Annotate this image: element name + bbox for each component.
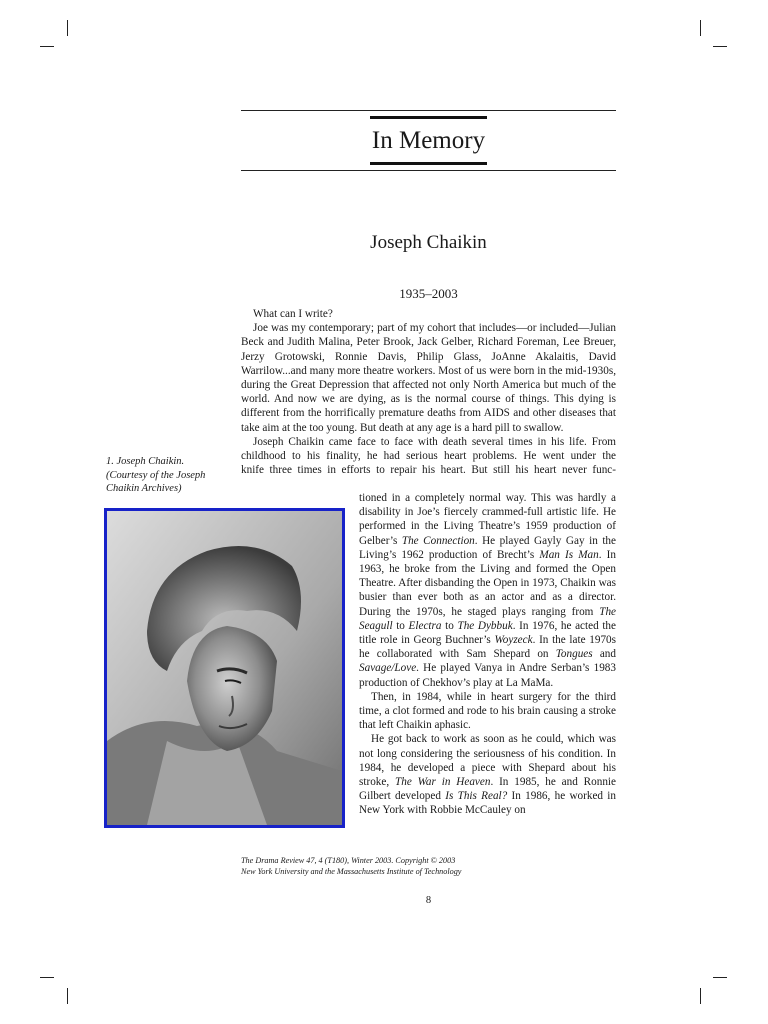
play-title: Tongues — [555, 648, 593, 661]
play-title: The Seagull — [359, 605, 616, 632]
text-run: He got back to work as soon as he could, which was not long considering the seriousness of his condition. In 1984, he developed a piece with Shepard about his stroke, — [359, 733, 616, 789]
text-run: . In 1963, he broke from the Living and formed the Open Theatre. After disbanding the Open in 1973, Chaikin was busier than ever both as an actor and as a director. During the 1970s, he staged plays ranging from — [359, 548, 616, 618]
text-line: Joseph Chaikin came face to face with death several times in his life. From — [253, 435, 616, 448]
text-run: . In 1985, he and Ronnie Gilbert developed — [359, 776, 616, 803]
paragraph: Then, in 1984, while in heart surgery for the third time, a clot formed and rode to his brain causing a stroke that left Chaikin aphasic. — [359, 690, 616, 732]
text-run: . He played Vanya in Andre Serban’s 1983 production of Chekhov’s play at La MaMa. — [359, 662, 616, 689]
top-rule — [241, 110, 616, 111]
life-dates: 1935–2003 — [399, 286, 458, 301]
play-title: The Connection — [401, 534, 475, 547]
text-run: . In the late 1970s he collaborated with Sam Shepard on — [359, 634, 616, 661]
play-title: The Dybbuk — [457, 619, 513, 632]
text-line: childhood to his finality, he had serious heart problems. He went under the — [241, 450, 616, 463]
article-title: Joseph Chaikin — [370, 232, 487, 253]
figure-caption: 1. Joseph Chaikin. (Courtesy of the Joseph Chaikin Archives) — [106, 456, 206, 494]
play-title: The War in Heaven — [395, 776, 491, 789]
page-number: 8 — [425, 895, 432, 906]
body-column-narrow — [359, 491, 616, 818]
body-column-full — [241, 307, 616, 477]
heading-bar-bottom — [370, 162, 487, 165]
bottom-rule — [241, 170, 616, 171]
play-title: Is This Real? — [445, 790, 508, 803]
paragraph — [359, 732, 616, 817]
paragraph — [359, 491, 616, 690]
crop-mark — [700, 988, 701, 1004]
crop-mark — [700, 20, 701, 36]
text-line: knife three times in efforts to repair his heart. But still his heart never func- — [241, 464, 616, 477]
section-title: In Memory — [371, 127, 486, 154]
citation-line: New York University and the Massachusetts Institute of Technology — [241, 867, 462, 876]
crop-mark — [67, 20, 68, 36]
play-title: Savage/Love — [359, 662, 417, 675]
play-title: Woyzeck — [494, 634, 533, 647]
paragraph: Joe was my contemporary; part of my cohort that includes—or included—Julian Beck and Judith Malina, Peter Brook, Jack Gelber, Richard Foreman, Lee Breuer, Jerzy Grotowski, Ronnie Davis, Philip Glass, JoAnne Akalaitis, David Warrilow...and many more theatre workers. Most of us were born in the mid-1930s, during the Great Depression that affected not only North America but much of the world. And now we are dying, as is the normal course of things. This dying is different from the horrifically premature deaths from AIDS and other diseases that take aim at the too young. But death at any age is a hard pill to swallow. — [241, 322, 616, 434]
crop-mark — [40, 46, 54, 47]
crop-mark — [67, 988, 68, 1004]
play-title: Electra — [408, 619, 442, 632]
text-run: to — [392, 619, 409, 632]
text-run: to — [441, 619, 458, 632]
text-run: In 1986, he worked in New York with Robbie McCauley on — [359, 790, 616, 817]
text-run: . In 1976, he acted the title role in Georg Buchner’s — [359, 619, 616, 647]
play-title: Man Is Man — [539, 548, 599, 561]
crop-mark — [40, 977, 54, 978]
heading-bar-top — [370, 116, 487, 119]
portrait-image — [107, 511, 342, 825]
portrait-photo — [104, 508, 345, 828]
text-run: . He played Gayly Gay in the Living’s 1962 production of Brecht’s — [359, 534, 616, 561]
text-run: and — [592, 648, 616, 661]
crop-mark — [713, 46, 727, 47]
citation-line: The Drama Review 47, 4 (T180), Winter 2003. Copyright © 2003 — [241, 856, 456, 865]
text-run: tioned in a completely normal way. This was hardly a disability in Joe’s fiercely crammed-full artistic life. He performed in the Living Theatre’s 1959 production of Gelber’s — [359, 492, 616, 547]
crop-mark — [713, 977, 727, 978]
paragraph: What can I write? — [253, 308, 333, 320]
citation-note — [241, 855, 501, 877]
